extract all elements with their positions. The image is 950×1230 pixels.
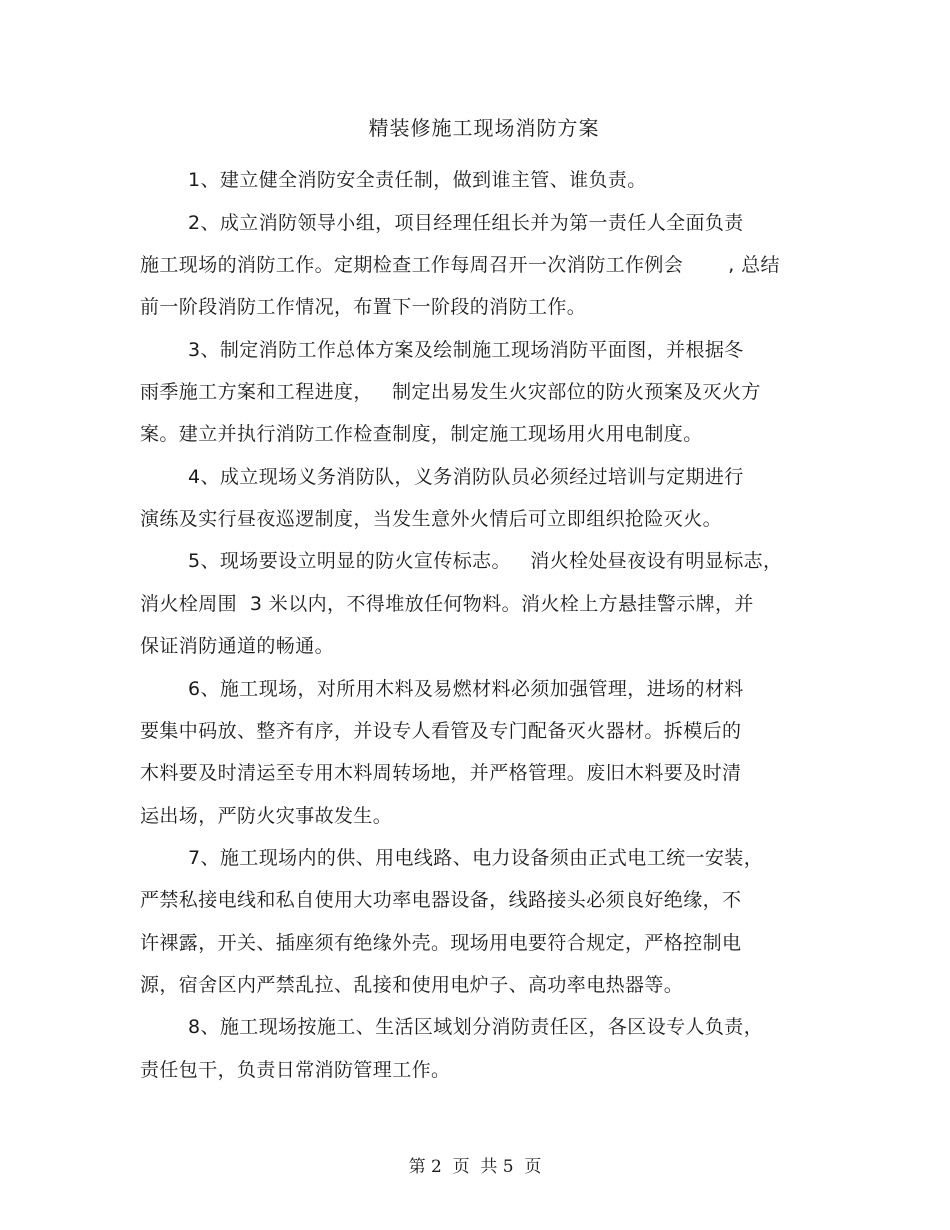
paragraph-8-line-2: 责任包干，负责日常消防管理工作。: [140, 1059, 451, 1081]
paragraph-6-line-2: 要集中码放、整齐有序，并设专人看管及专门配备灭火器材。拆模后的: [140, 720, 742, 742]
paragraph-6-line-4: 运出场，严防火灾事故发生。: [140, 805, 393, 827]
paragraph-7-line-2: 严禁私接电线和私自使用大功率电器设备，线路接头必须良好绝缘，不: [140, 889, 742, 911]
page-number-footer: 第 2 页 共 5 页: [408, 1157, 542, 1177]
paragraph-1-line-1: 1、建立健全消防安全责任制，做到谁主管、谁负责。: [188, 169, 647, 191]
paragraph-5-line-1: 5、现场要设立明显的防火宣传标志。 消火栓处昼夜设有明显标志，: [188, 550, 783, 572]
paragraph-2-line-3: 前一阶段消防工作情况，布置下一阶段的消防工作。: [140, 296, 587, 318]
paragraph-7-line-4: 源，宿舍区内严禁乱拉、乱接和使用电炉子、高功率电热器等。: [140, 974, 684, 996]
paragraph-3-line-2: 雨季施工方案和工程进度， 制定出易发生火灾部位的防火预案及灭火方: [140, 381, 761, 403]
paragraph-4-line-1: 4、成立现场义务消防队，义务消防队员必须经过培训与定期进行: [188, 466, 744, 488]
paragraph-3-line-1: 3、制定消防工作总体方案及绘制施工现场消防平面图，并根据冬: [188, 339, 744, 361]
paragraph-7-line-1: 7、施工现场内的供、用电线路、电力设备须由正式电工统一安装，: [188, 847, 764, 869]
paragraph-3-line-3: 案。建立并执行消防工作检查制度，制定施工现场用火用电制度。: [140, 423, 703, 445]
paragraph-5-line-2: 消火栓周围 3 米以内，不得堆放任何物料。消火栓上方悬挂警示牌，并: [140, 593, 754, 615]
paragraph-2-line-2: 施工现场的消防工作。定期检查工作每周召开一次消防工作例会 , 总结: [140, 254, 780, 276]
paragraph-5-line-3: 保证消防通道的畅通。: [140, 635, 335, 657]
paragraph-4-line-2: 演练及实行昼夜巡逻制度，当发生意外火情后可立即组织抢险灭火。: [140, 508, 723, 530]
paragraph-6-line-1: 6、施工现场，对所用木料及易燃材料必须加强管理，进场的材料: [188, 678, 744, 700]
paragraph-7-line-3: 许裸露，开关、插座须有绝缘外壳。现场用电要符合规定，严格控制电: [140, 932, 742, 954]
paragraph-6-line-3: 木料要及时清运至专用木料周转场地，并严格管理。废旧木料要及时清: [140, 762, 742, 784]
document-title: 精装修施工现场消防方案: [368, 116, 600, 140]
paragraph-8-line-1: 8、施工现场按施工、生活区域划分消防责任区，各区设专人负责，: [188, 1016, 764, 1038]
paragraph-2-line-1: 2、成立消防领导小组，项目经理任组长并为第一责任人全面负责: [188, 212, 744, 234]
